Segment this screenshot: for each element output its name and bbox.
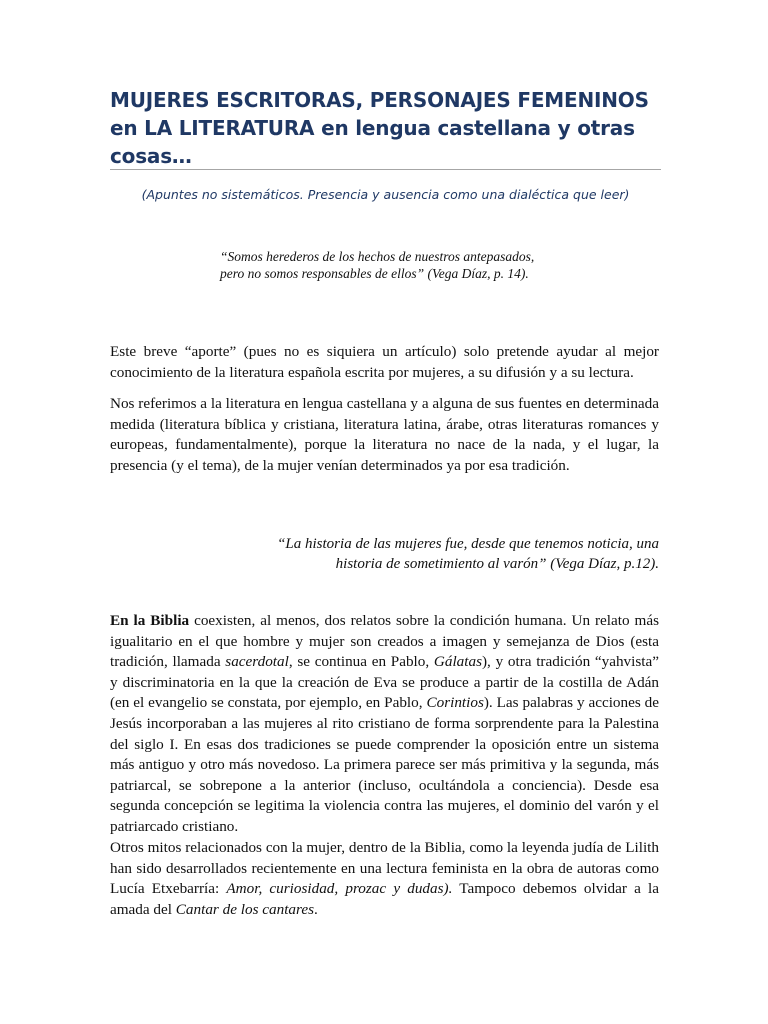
paragraph-biblia-text-3: ), y otra tradición “yahvista” y discriminatoria en la que la creación de Eva se produce a partir de la costilla de Adán (en el evangelio se constata, por ejemplo, en Pablo, [110, 653, 659, 712]
epigraph-2-line-2: historia de sometimiento al varón” (Vega Díaz, p.12). [335, 556, 659, 572]
epigraph-2-line-1: “La historia de las mujeres fue, desde que tenemos noticia, una [277, 536, 659, 552]
term-corintios: Corintios [426, 694, 484, 712]
paragraph-lilith-text-1: Otros mitos relacionados con la mujer, dentro de la Biblia, como la leyenda judía de Lilith han sido desarrollados recientemente en una lectura feminista en la obra de autoras como Lucía Etxebarría: [110, 839, 659, 898]
paragraph-biblia-text-4: ). Las palabras y acciones de Jesús incorporaban a las mujeres al rito cristiano de forma sorprendente para la Palestina del siglo I. En esas dos tradiciones se puede comprender la oposición entre un sistema más antiguo y otro más novedoso. La primera parece ser más primitiva y la segunda, más patriarcal, se sobrepone a la anterior (incluso, ocultándola a conciencia). Desde esa segunda concepción se legitima la violencia contra las mujeres, el dominio del varón y el patriarcado cristiano. [110, 694, 660, 835]
epigraph-1-line-2: pero no somos responsables de ellos” (Vega Díaz, p. 14). [220, 266, 529, 281]
paragraph-lilith [110, 838, 659, 920]
term-galatas: Gálatas [433, 653, 482, 671]
document-title: MUJERES ESCRITORAS, PERSONAJES FEMENINOS en LA LITERATURA en lengua castellana y otras cosas… [110, 88, 649, 168]
paragraph-lilith-text-3: . [314, 900, 318, 918]
paragraph-lilith-text-2: Tampoco debemos olvidar a la amada del [110, 880, 659, 918]
document-subtitle: (Apuntes no sistemáticos. Presencia y ausencia como una dialéctica que leer) [141, 187, 630, 202]
paragraph-biblia-text-2: , se continua en Pablo, [288, 653, 434, 671]
paragraph-scope: Nos referimos a la literatura en lengua castellana y a alguna de sus fuentes en determinada medida (literatura bíblica y cristiana, literatura latina, árabe, otras literaturas romances y europeas, fundamentalmente), porque la literatura no nace de la nada, y el lugar, la presencia (y el tema), de la mujer venían determinados ya por esa tradición. [110, 395, 659, 474]
term-sacerdotal: sacerdotal [225, 653, 289, 671]
book-title-amor: Amor, curiosidad, prozac y dudas). [226, 880, 453, 898]
paragraph-biblia [110, 611, 659, 838]
paragraph-biblia-text-1: coexisten, al menos, dos relatos sobre la condición humana. Un relato más igualitario en el que hombre y mujer son creados a imagen y semejanza de Dios (esta tradición, llamada [110, 612, 659, 671]
book-title-cantar: Cantar de los cantares [175, 900, 315, 918]
epigraph-1-line-1: “Somos herederos de los hechos de nuestros antepasados, [220, 249, 535, 264]
title-divider [110, 169, 661, 170]
paragraph-biblia-lead: En la Biblia [110, 612, 190, 629]
epigraph-quote-1 [220, 248, 620, 282]
paragraph-intro: Este breve “aporte” (pues no es siquiera un artículo) solo pretende ayudar al mejor conocimiento de la literatura española escrita por mujeres, a su difusión y a su lectura. [110, 343, 659, 381]
epigraph-quote-2 [230, 534, 659, 574]
